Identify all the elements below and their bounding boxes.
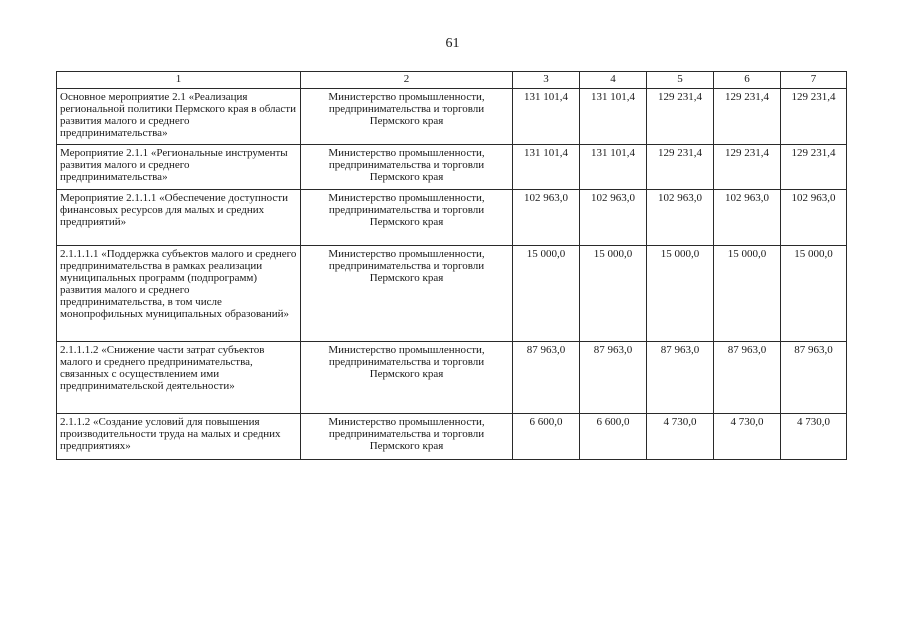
- value-cell: 4 730,0: [781, 414, 847, 460]
- value-cell: 87 963,0: [781, 342, 847, 414]
- value-cell: 87 963,0: [513, 342, 580, 414]
- column-header: 7: [781, 72, 847, 89]
- measure-name: Основное мероприятие 2.1 «Реализация региональной политики Пермского края в области развития малого и среднего предпринимательства»: [57, 89, 301, 145]
- executor: Министерство промышленности, предпринимательства и торговли Пермского края: [301, 89, 513, 145]
- column-header: 4: [580, 72, 647, 89]
- column-header: 2: [301, 72, 513, 89]
- measure-name: 2.1.1.2 «Создание условий для повышения производительности труда на малых и средних предприятиях»: [57, 414, 301, 460]
- column-header: 6: [714, 72, 781, 89]
- header-row: [57, 72, 847, 89]
- column-header: 3: [513, 72, 580, 89]
- value-cell: 131 101,4: [580, 145, 647, 190]
- value-cell: 131 101,4: [580, 89, 647, 145]
- executor: Министерство промышленности, предпринимательства и торговли Пермского края: [301, 246, 513, 342]
- value-cell: 129 231,4: [714, 145, 781, 190]
- value-cell: 102 963,0: [714, 190, 781, 246]
- value-cell: 15 000,0: [714, 246, 781, 342]
- table-row: [57, 145, 847, 190]
- column-header: 1: [57, 72, 301, 89]
- value-cell: 87 963,0: [714, 342, 781, 414]
- table-row: [57, 414, 847, 460]
- value-cell: 15 000,0: [647, 246, 714, 342]
- value-cell: 6 600,0: [580, 414, 647, 460]
- value-cell: 131 101,4: [513, 89, 580, 145]
- executor: Министерство промышленности, предпринимательства и торговли Пермского края: [301, 190, 513, 246]
- value-cell: 4 730,0: [714, 414, 781, 460]
- value-cell: 129 231,4: [647, 145, 714, 190]
- table-row: [57, 89, 847, 145]
- value-cell: 102 963,0: [580, 190, 647, 246]
- value-cell: 131 101,4: [513, 145, 580, 190]
- value-cell: 129 231,4: [647, 89, 714, 145]
- measure-name: 2.1.1.1.2 «Снижение части затрат субъектов малого и среднего предпринимательства, связанных с осуществлением ими предпринимательской деятельности»: [57, 342, 301, 414]
- value-cell: 129 231,4: [781, 89, 847, 145]
- value-cell: 4 730,0: [647, 414, 714, 460]
- measure-name: Мероприятие 2.1.1.1 «Обеспечение доступности финансовых ресурсов для малых и средних предприятий»: [57, 190, 301, 246]
- value-cell: 15 000,0: [513, 246, 580, 342]
- executor: Министерство промышленности, предпринимательства и торговли Пермского края: [301, 342, 513, 414]
- table-row: [57, 342, 847, 414]
- value-cell: 102 963,0: [647, 190, 714, 246]
- table-row: [57, 190, 847, 246]
- value-cell: 129 231,4: [714, 89, 781, 145]
- table-row: [57, 246, 847, 342]
- measure-name: 2.1.1.1.1 «Поддержка субъектов малого и среднего предпринимательства в рамках реализации муниципальных программ (подпрограмм) развития малого и среднего предпринимательства, в том числе монопрофильных муниципальных образований»: [57, 246, 301, 342]
- measure-name: Мероприятие 2.1.1 «Региональные инструменты развития малого и среднего предпринимательства»: [57, 145, 301, 190]
- value-cell: 102 963,0: [513, 190, 580, 246]
- page-number: 61: [445, 36, 460, 51]
- value-cell: 102 963,0: [781, 190, 847, 246]
- column-header: 5: [647, 72, 714, 89]
- value-cell: 129 231,4: [781, 145, 847, 190]
- executor: Министерство промышленности, предпринимательства и торговли Пермского края: [301, 414, 513, 460]
- value-cell: 87 963,0: [580, 342, 647, 414]
- value-cell: 15 000,0: [580, 246, 647, 342]
- budget-table: [56, 71, 847, 460]
- value-cell: 87 963,0: [647, 342, 714, 414]
- executor: Министерство промышленности, предпринимательства и торговли Пермского края: [301, 145, 513, 190]
- value-cell: 15 000,0: [781, 246, 847, 342]
- value-cell: 6 600,0: [513, 414, 580, 460]
